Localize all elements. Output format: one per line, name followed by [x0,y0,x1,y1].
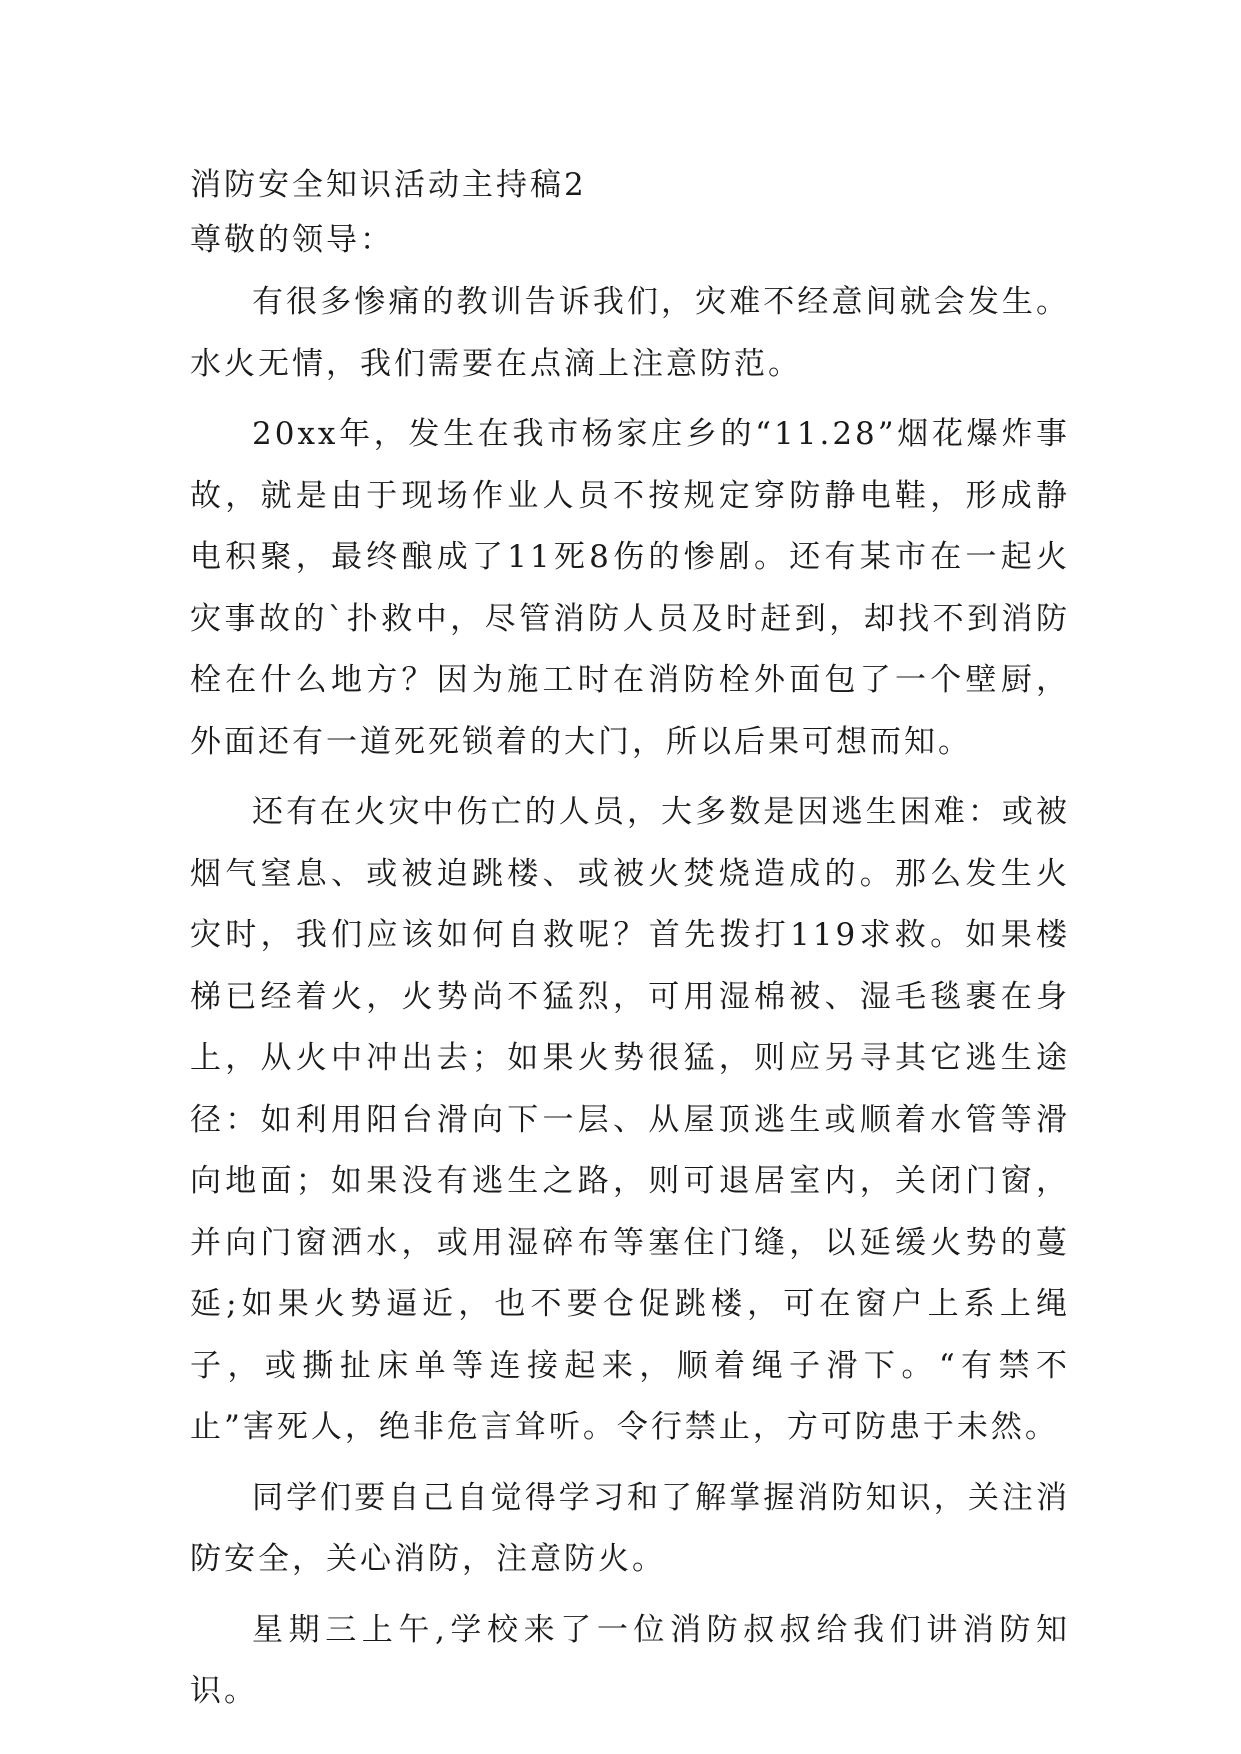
paragraph: 有很多惨痛的教训告诉我们，灾难不经意间就会发生。水火无情，我们需要在点滴上注意防范。 [190,284,1070,382]
paragraph: 星期三上午,学校来了一位消防叔叔给我们讲消防知识。 [190,1611,1070,1709]
document-body [190,272,1070,1723]
paragraph: 20xx年，发生在我市杨家庄乡的“11.28”烟花爆炸事故，就是由于现场作业人员不按规定穿防静电鞋，形成静电积聚，最终酿成了11死8伤的惨剧。还有某市在一起火灾事故的`扑救中，尽管消防人员及时赶到，却找不到消防栓在什么地方？因为施工时在消防栓外面包了一个壁厨，外面还有一道死死锁着的大门，所以后果可想而知。 [190,416,1070,760]
document-title: 消防安全知识活动主持稿2 [190,167,587,203]
paragraph: 还有在火灾中伤亡的人员，大多数是因逃生困难：或被烟气窒息、或被迫跳楼、或被火焚烧造成的。那么发生火灾时，我们应该如何自救呢？首先拨打119求救。如果楼梯已经着火，火势尚不猛烈，可用湿棉被、湿毛毯裹在身上，从火中冲出去；如果火势很猛，则应另寻其它逃生途径：如利用阳台滑向下一层、从屋顶逃生或顺着水管等滑向地面；如果没有逃生之路，则可退居室内，关闭门窗，并向门窗洒水，或用湿碎布等塞住门缝，以延缓火势的蔓延;如果火势逼近，也不要仓促跳楼，可在窗户上系上绳子，或撕扯床单等连接起来，顺着绳子滑下。“有禁不止”害死人，绝非危言耸听。令行禁止，方可防患于未然。 [190,794,1070,1445]
paragraph: 同学们要自己自觉得学习和了解掌握消防知识，关注消防安全，关心消防，注意防火。 [190,1479,1070,1577]
salutation: 尊敬的领导： [190,222,394,258]
